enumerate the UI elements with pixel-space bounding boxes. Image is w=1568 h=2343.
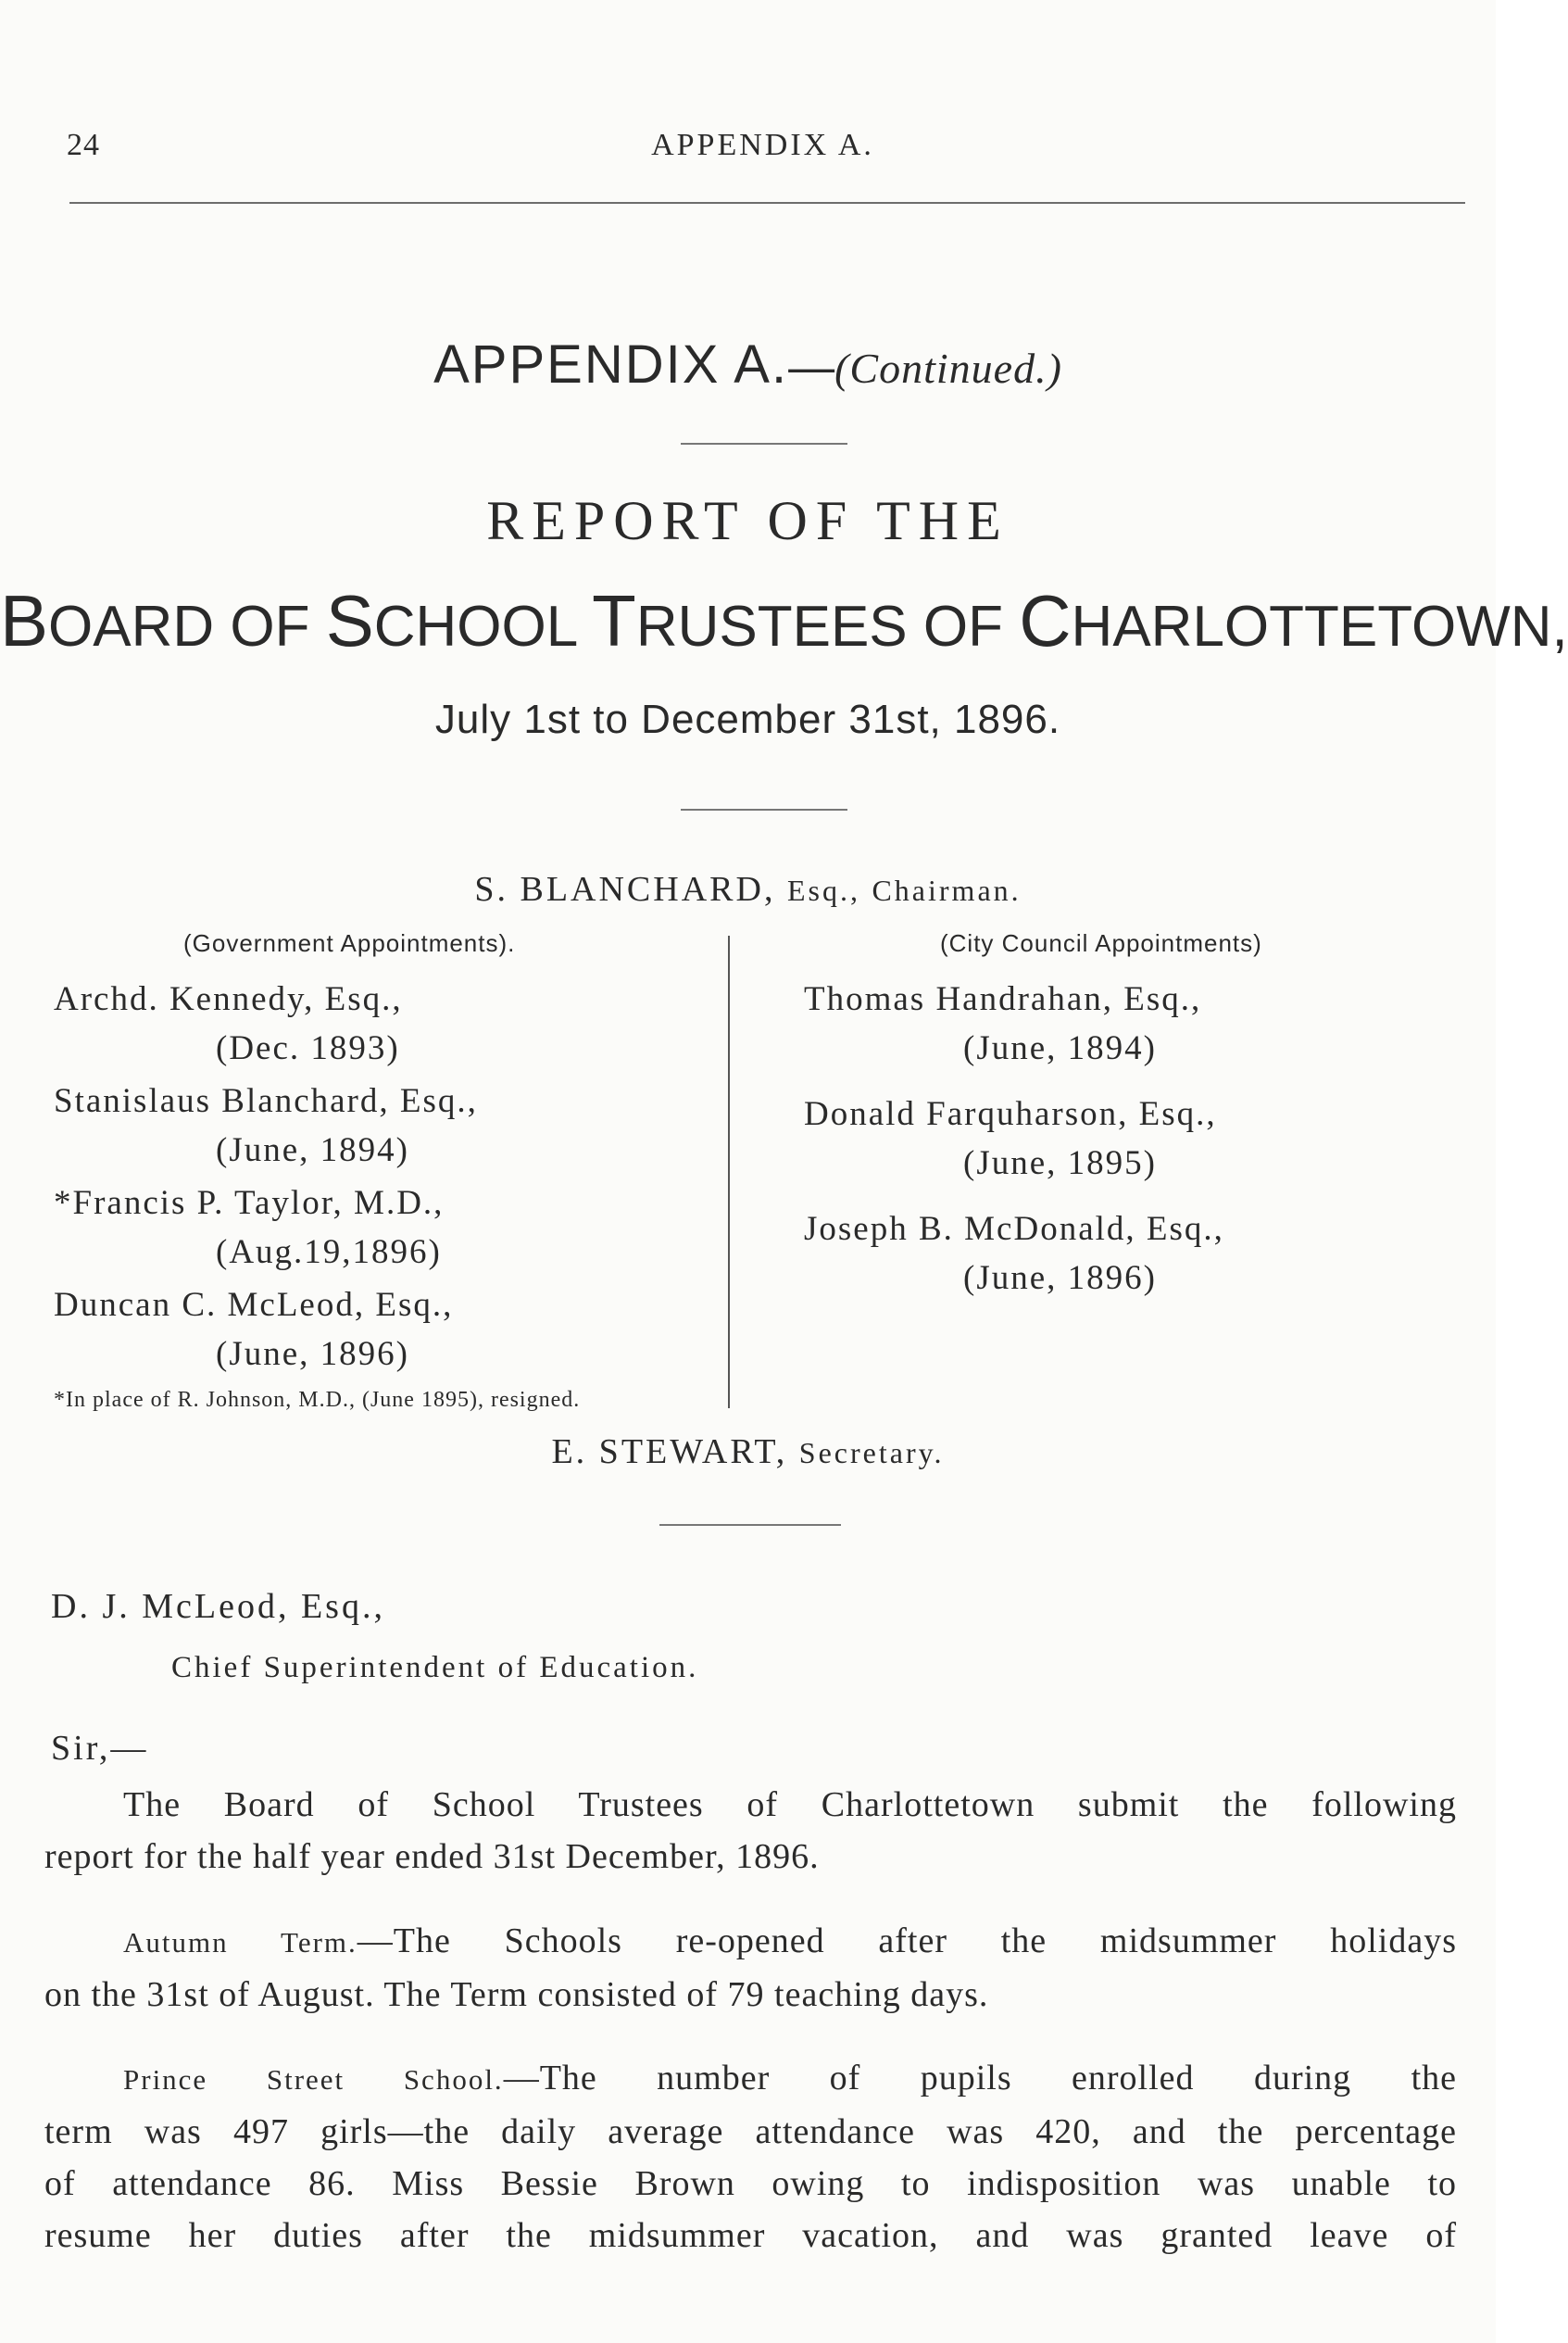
paragraph-text: —The Schools re-opened after the midsummer holidays xyxy=(357,1921,1457,1960)
member-name: Archd. Kennedy, Esq., xyxy=(54,980,403,1018)
member-date: (June, 1894) xyxy=(216,1131,409,1169)
member-date: (June, 1896) xyxy=(963,1259,1157,1297)
member-entry xyxy=(54,1178,721,1277)
board-title-part: CHOOL xyxy=(373,595,593,659)
separator-rule xyxy=(681,443,847,445)
separator-rule xyxy=(681,809,847,811)
paragraph-line: of attendance 86. Miss Bessie Brown owing to indisposition was unable to xyxy=(44,2164,1457,2203)
government-appointments xyxy=(54,929,721,1413)
member-entry xyxy=(778,1090,1463,1188)
paragraph-text: —The number of pupils enrolled during the xyxy=(503,2059,1457,2097)
appendix-heading xyxy=(0,334,1496,396)
paragraph-line: on the 31st of August. The Term consisted of 79 teaching days. xyxy=(44,1975,989,2014)
member-date: (June, 1896) xyxy=(216,1335,409,1373)
board-title-part: HARLOTTETOWN, xyxy=(1071,595,1568,659)
chairman-name: S. BLANCHARD, xyxy=(474,870,776,909)
secretary-title: Secretary. xyxy=(798,1436,945,1469)
board-title-part: B xyxy=(0,580,49,661)
section-lead: Prince Street School. xyxy=(123,2063,504,2096)
member-name: Donald Farquharson, Esq., xyxy=(804,1095,1217,1133)
member-entry xyxy=(778,975,1463,1073)
running-title: APPENDIX A. xyxy=(651,128,874,162)
page-number: 24 xyxy=(67,128,100,162)
member-name: Joseph B. McDonald, Esq., xyxy=(804,1210,1224,1248)
addressee: D. J. McLeod, Esq., xyxy=(51,1587,385,1626)
board-title-part: RUSTEES xyxy=(635,595,923,659)
board-title-part: C xyxy=(1019,580,1072,661)
paragraph-line xyxy=(44,2052,1457,2106)
paragraph-line: report for the half year ended 31st December, 1896. xyxy=(44,1837,820,1876)
paragraph xyxy=(44,1779,1457,1883)
member-entry xyxy=(54,1077,721,1175)
chairman-title: Chairman. xyxy=(872,874,1022,907)
section-lead: Autumn Term. xyxy=(123,1926,358,1959)
addressee-title: Chief Superintendent of Education. xyxy=(171,1651,699,1684)
member-name: Duncan C. McLeod, Esq., xyxy=(54,1286,454,1324)
salutation: Sir,— xyxy=(51,1729,149,1768)
appendix-continued: (Continued.) xyxy=(834,345,1062,392)
member-name: Thomas Handrahan, Esq., xyxy=(804,980,1202,1018)
member-entry xyxy=(54,1280,721,1379)
member-entry xyxy=(778,1204,1463,1303)
secretary-name: E. STEWART, xyxy=(551,1432,788,1471)
running-head xyxy=(67,119,1459,174)
member-name: Stanislaus Blanchard, Esq., xyxy=(54,1082,478,1120)
date-range: July 1st to December 31st, 1896. xyxy=(434,697,1061,742)
separator-rule xyxy=(659,1524,841,1526)
member-name: *Francis P. Taylor, M.D., xyxy=(54,1184,445,1222)
member-date: (Aug.19,1896) xyxy=(216,1233,442,1271)
paragraph-line: resume her duties after the midsummer vacation, and was granted leave of xyxy=(44,2216,1457,2255)
member-date: (Dec. 1893) xyxy=(216,1029,400,1067)
chairman-line xyxy=(0,869,1496,910)
paragraph-line xyxy=(44,1915,1457,1969)
footnote: *In place of R. Johnson, M.D., (June 1895), resigned. xyxy=(54,1388,581,1412)
board-title-part: OF xyxy=(922,595,1020,659)
report-of-heading: REPORT OF THE xyxy=(486,490,1010,551)
paragraph xyxy=(44,2052,1457,2261)
chairman-esq: Esq., xyxy=(786,874,860,907)
appendix-title: APPENDIX A. xyxy=(433,334,789,395)
paragraph-line: term was 497 girls—the daily average attendance was 420, and the percentage xyxy=(44,2112,1457,2151)
paragraph-line: The Board of School Trustees of Charlottetown submit the following xyxy=(123,1785,1457,1824)
board-title-part: OF xyxy=(230,595,326,659)
city-council-caption: (City Council Appointments) xyxy=(940,929,1262,957)
board-title-part: OARD xyxy=(48,595,231,659)
board-title xyxy=(0,579,1568,663)
paragraph xyxy=(44,1915,1457,2021)
government-caption: (Government Appointments). xyxy=(183,929,516,957)
column-divider xyxy=(728,936,730,1408)
board-title-part: S xyxy=(325,580,374,661)
member-date: (June, 1895) xyxy=(963,1144,1157,1182)
appendix-dash: — xyxy=(788,341,835,393)
member-entry xyxy=(54,975,721,1073)
board-title-part: T xyxy=(592,580,636,661)
secretary-line xyxy=(0,1431,1496,1472)
city-council-appointments xyxy=(778,929,1463,1319)
header-rule xyxy=(69,202,1465,204)
member-date: (June, 1894) xyxy=(963,1029,1157,1067)
